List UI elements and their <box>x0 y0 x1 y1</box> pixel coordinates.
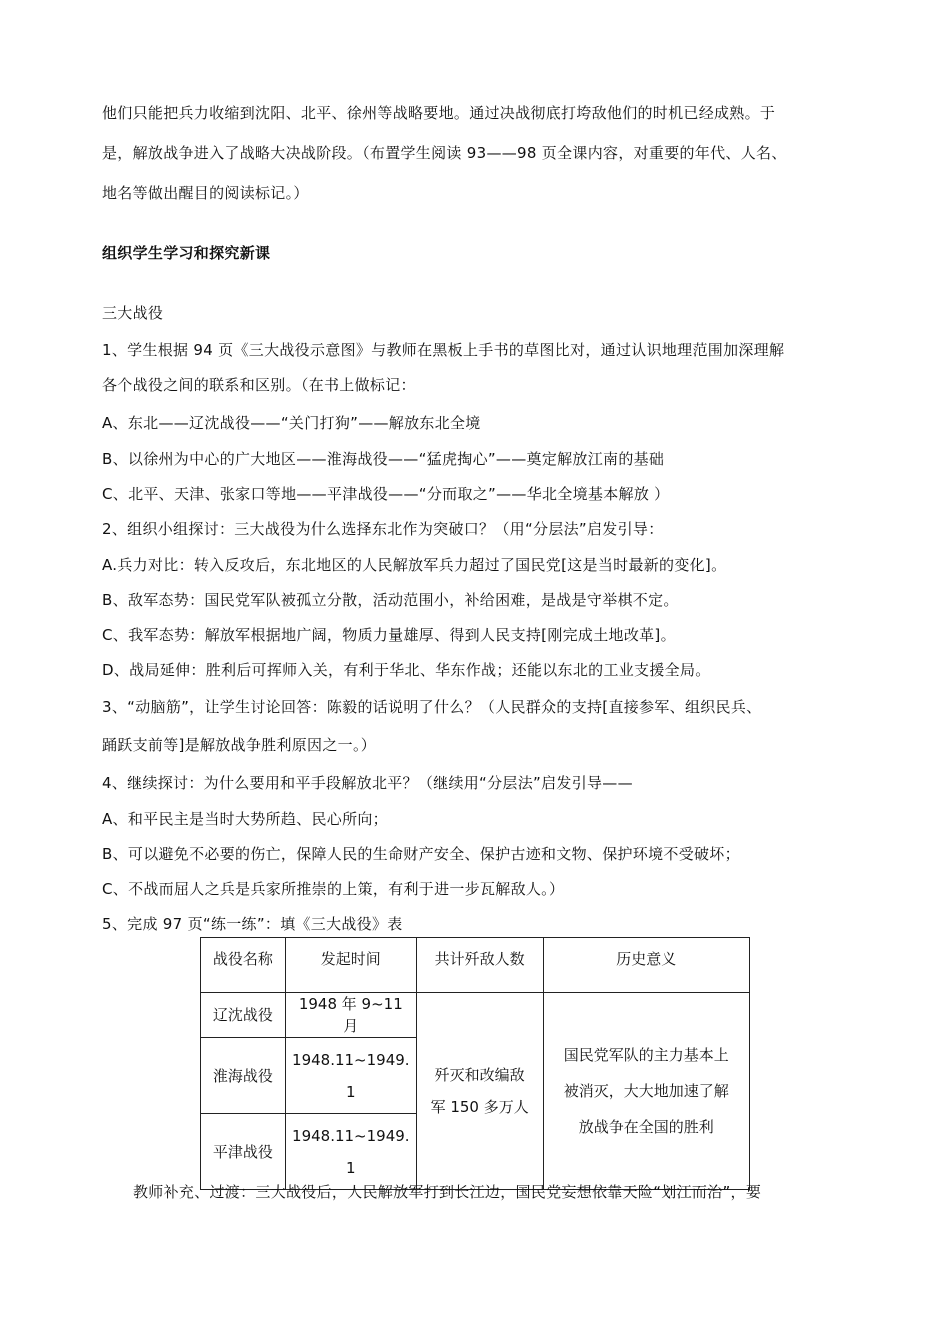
battle-name-cell: 辽沈战役 <box>201 993 286 1038</box>
list-item: A.兵力对比：转入反攻后，东北地区的人民解放军兵力超过了国民党[这是当时最新的变化]。 <box>102 556 727 574</box>
battle-time-line: 1 <box>346 1082 356 1101</box>
list-item: D、战局延伸：胜利后可挥师入关，有利于华北、华东作战；还能以东北的工业支援全局。 <box>102 661 711 679</box>
table-row <box>201 993 750 1038</box>
paragraph-item-3: 踊跃支前等]是解放战争胜利原因之一。） <box>102 736 377 754</box>
battle-time-cell <box>285 1038 416 1114</box>
battle-time-cell <box>285 1114 416 1190</box>
paragraph-intro-line: 他们只能把兵力收缩到沈阳、北平、徐州等战略要地。通过决战彻底打垮敌他们的时机已经成熟。于 <box>102 104 776 122</box>
list-item: B、以徐州为中心的广大地区——淮海战役——“猛虎掏心”——奠定解放江南的基础 <box>102 450 665 468</box>
casualties-line: 歼灭和改编敌 <box>434 1066 525 1084</box>
paragraph-intro-line: 是，解放战争进入了战略大决战阶段。（布置学生阅读 93——98 页全课内容，对重要的年代、人名、 <box>102 144 787 162</box>
battle-name-cell: 平津战役 <box>201 1114 286 1190</box>
battle-time-cell: 1948 年 9~11 月 <box>285 993 416 1038</box>
list-item: A、和平民主是当时大势所趋、民心所向； <box>102 810 388 828</box>
subsection-title: 三大战役 <box>102 304 164 322</box>
table-header-cell: 共计歼敌人数 <box>416 938 543 993</box>
list-item: C、不战而屈人之兵是兵家所推崇的上策，有利于进一步瓦解敌人。） <box>102 880 565 898</box>
battle-name-cell: 淮海战役 <box>201 1038 286 1114</box>
paragraph-item-4: 4、继续探讨：为什么要用和平手段解放北平？（继续用“分层法”启发引导—— <box>102 774 633 792</box>
table-header-cell: 发起时间 <box>285 938 416 993</box>
significance-line: 国民党军队的主力基本上 <box>563 1046 729 1064</box>
battle-time-line: 1 <box>346 1158 356 1177</box>
casualties-cell <box>416 993 543 1190</box>
paragraph-item-3: 3、“动脑筋”，让学生讨论回答：陈毅的话说明了什么？（人民群众的支持[直接参军、组织民兵、 <box>102 698 762 716</box>
battle-time-line: 1948.11~1949. <box>292 1050 410 1069</box>
significance-cell <box>543 993 749 1190</box>
battles-table <box>200 937 750 1190</box>
list-item: B、可以避免不必要的伤亡，保障人民的生命财产安全、保护古迹和文物、保护环境不受破坏； <box>102 845 740 863</box>
paragraph-intro-line: 地名等做出醒目的阅读标记。） <box>102 184 309 202</box>
paragraph-item-5: 5、完成 97 页“练一练”：填《三大战役》表 <box>102 915 403 933</box>
paragraph-item-1: 各个战役之间的联系和区别。（在书上做标记： <box>102 376 416 394</box>
significance-line: 放战争在全国的胜利 <box>578 1118 714 1136</box>
list-item: C、我军态势：解放军根据地广阔，物质力量雄厚、得到人民支持[刚完成土地改革]。 <box>102 626 676 644</box>
closing-paragraph: 教师补充、过渡：三大战役后，人民解放军打到长江边，国民党妄想依靠天险“划江而治”，要 <box>133 1183 762 1201</box>
casualties-line: 军 150 多万人 <box>430 1098 529 1116</box>
list-item: A、东北——辽沈战役——“关门打狗”——解放东北全境 <box>102 414 481 432</box>
paragraph-item-1: 1、学生根据 94 页《三大战役示意图》与教师在黑板上手书的草图比对，通过认识地理范围加深理解 <box>102 341 785 359</box>
battle-time-line: 1948.11~1949. <box>292 1126 410 1145</box>
table-header-cell: 历史意义 <box>543 938 749 993</box>
section-heading: 组织学生学习和探究新课 <box>102 244 271 262</box>
list-item: C、北平、天津、张家口等地——平津战役——“分而取之”——华北全境基本解放 ） <box>102 485 670 503</box>
table-header-cell: 战役名称 <box>201 938 286 993</box>
significance-line: 被消灭，大大地加速了解 <box>563 1082 729 1100</box>
paragraph-item-2: 2、组织小组探讨：三大战役为什么选择东北作为突破口？（用“分层法”启发引导： <box>102 520 664 538</box>
table-header-row <box>201 938 750 993</box>
list-item: B、敌军态势：国民党军队被孤立分散，活动范围小，补给困难，是战是守举棋不定。 <box>102 591 679 609</box>
